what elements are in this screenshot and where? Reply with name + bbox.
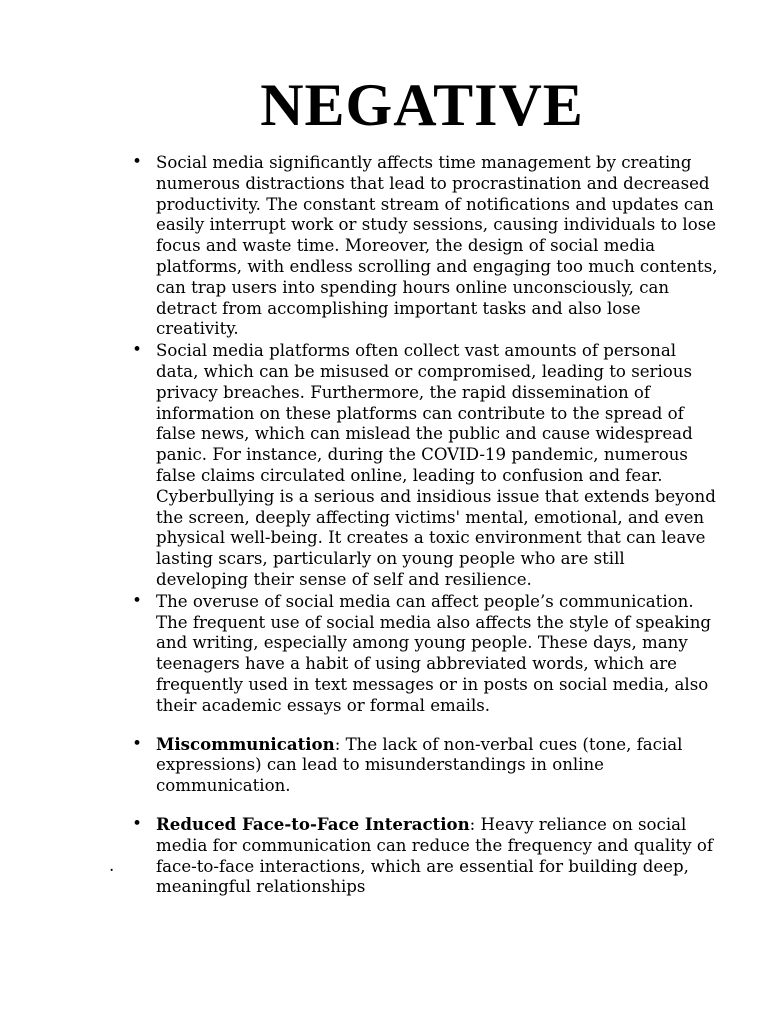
bullet-icon: • — [132, 152, 142, 171]
bullet-text: Social media platforms often collect vast amounts of personal data, which can be misused or compromised, leading to serious privacy breaches. Furthermore, the rapid dissemination of information on these platforms can contribute to the spread of false news, which can mislead the public and cause widespread panic. For instance, during the COVID-19 pandemic, numerous false claims circulated online, leading to confusion and fear. Cyberbullying is a serious and insidious issue that extends beyond the screen, deeply affecting victims' mental, emotional, and even physical well-being. It creates a toxic environment that can leave lasting scars, particularly on young people who are still developing their sense of self and resilience. — [156, 341, 716, 589]
bullet-icon: • — [132, 733, 142, 753]
bullet-text: Social media significantly affects time management by creating numerous distractions that lead to procrastination and decreased productivity. The constant stream of notifications and updates can easily interrupt work or study sessions, causing individuals to lose focus and waste time. Moreover, the design of social media platforms, with endless scrolling and engaging too much contents, can trap users into spending hours online unconsciously, can detract from accomplishing important tasks and also lose creativity. — [156, 153, 718, 339]
bullet-icon: • — [132, 590, 142, 610]
list-item-time-management — [132, 152, 718, 340]
bullet-text: : Heavy reliance on social media for communication can reduce the frequency and quality of face-to-face interactions, which are essential for building deep, meaningful relationships — [156, 814, 713, 897]
bullet-list — [132, 152, 718, 898]
bullet-text: The overuse of social media can affect people’s communication. The frequent use of social media also affects the style of speaking and writing, especially among young people. These days, many teenagers have a habit of using abbreviated words, which are frequently used in text messages or in posts on social media, also their academic essays or formal emails. — [156, 591, 712, 715]
list-item-miscommunication — [132, 733, 718, 797]
bullet-lead: Reduced Face-to-Face Interaction — [156, 813, 470, 834]
list-item-privacy — [132, 340, 718, 591]
page-title: NEGATIVE — [260, 72, 584, 138]
list-item-face-to-face — [132, 813, 718, 898]
trailing-period: . — [109, 856, 115, 875]
list-item-communication — [132, 590, 718, 717]
bullet-text: : The lack of non-verbal cues (tone, facial expressions) can lead to misunderstandings in online communication. — [156, 734, 683, 796]
bullet-icon: • — [132, 340, 142, 360]
bullet-icon: • — [132, 813, 142, 833]
bullet-lead: Miscommunication — [156, 733, 335, 754]
